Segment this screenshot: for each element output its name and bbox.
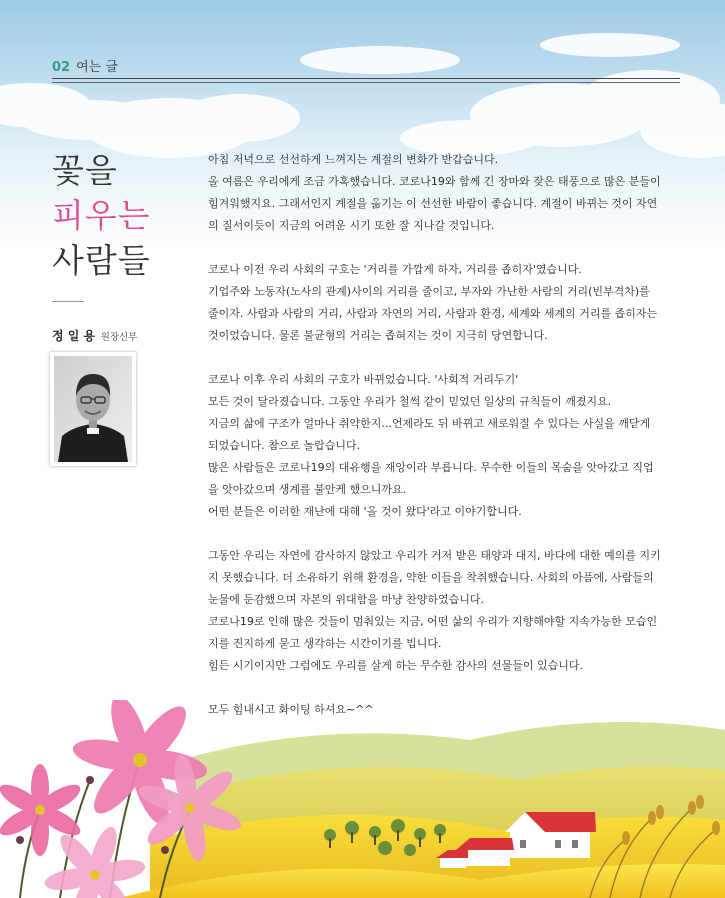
paragraph-4-line-4: 코로나19로 인해 많은 것들이 멈춰있는 지금, 어떤 삶의 우리가 지향해야할 지속가능한 모습인 <box>208 615 658 628</box>
paragraph-1-line-3: 힘겨워했지요. 그래서인지 계절을 옮기는 이 선선한 바람이 좋습니다. 계절이 바뀌는 것이 자연 <box>208 197 658 210</box>
paragraph-3-line-6: 을 앗아갔으며 생계를 불안케 했으니까요. <box>208 483 407 496</box>
article-body <box>208 149 673 721</box>
title-line-2: 피우는 <box>52 196 151 235</box>
section-header <box>52 56 118 75</box>
paragraph-1-line-1: 아침 저녁으로 선선하게 느껴지는 계절의 변화가 반갑습니다. <box>208 153 499 166</box>
paragraph-3-line-4: 되었습니다. 참으로 놀랍습니다. <box>208 439 361 452</box>
paragraph-3-line-1: 코로나 이후 우리 사회의 구호가 바뀌었습니다. '사회적 거리두기' <box>208 373 519 386</box>
section-title: 여는 글 <box>76 60 118 75</box>
header-rule <box>52 78 680 79</box>
title-divider <box>52 301 84 302</box>
author-photo <box>50 352 136 466</box>
title-line-1: 꽃을 <box>52 151 118 190</box>
priest-portrait-icon <box>54 356 132 462</box>
paragraph-4-line-3: 눈물에 둔감했으며 자본의 위대함을 마냥 찬양하였습니다. <box>208 593 485 606</box>
paragraph-3-line-7: 어떤 분들은 이러한 재난에 대해 '올 것이 왔다'라고 이야기합니다. <box>208 505 522 518</box>
author-name: 정 일 용 <box>52 329 96 343</box>
paragraph-4-line-2: 지 못했습니다. 더 소유하기 위해 환경을, 약한 이들을 착취했습니다. 사회의 아픔에, 사람들의 <box>208 571 654 584</box>
paragraph-1-line-4: 의 질서이듯이 지금의 어려운 시기 또한 잘 지나갈 것입니다. <box>208 219 495 232</box>
paragraph-2-line-3: 줄이자. 사람과 사람의 거리, 사람과 자연의 거리, 사람과 환경, 세계와 세계의 거리를 좁히자는 <box>208 307 658 320</box>
section-number: 02 <box>52 60 71 75</box>
article-title <box>52 148 151 283</box>
paragraph-4-line-6: 힘든 시기이지만 그럼에도 우리를 살게 하는 무수한 감사의 선물들이 있습니다. <box>208 659 583 672</box>
paragraph-1-line-2: 올 여름은 우리에게 조금 가혹했습니다. 코로나19와 함께 긴 장마와 잦은 태풍으로 많은 분들이 <box>208 175 661 188</box>
paragraph-5-line-1: 모두 힘내시고 화이팅 하셔요~^^ <box>208 703 374 716</box>
header-rule-thin <box>52 82 680 83</box>
paragraph-2-line-2: 기업주와 노동자(노사의 관계)사이의 거리를 줄이고, 부자와 가난한 사람의 거리(빈부격차)를 <box>208 285 650 298</box>
paragraph-3-line-2: 모든 것이 달라졌습니다. 그동안 우리가 철썩 같이 믿었던 일상의 규칙들이 깨졌지요. <box>208 395 612 408</box>
author-byline <box>52 327 137 344</box>
paragraph-3-line-3: 지금의 삶에 구조가 얼마나 취약한지...언제라도 뒤 바뀌고 새로워질 수 있다는 사실을 깨닫게 <box>208 417 651 430</box>
paragraph-2-line-4: 것이었습니다. 물론 불균형의 거리는 좁혀지는 것이 지극히 당연합니다. <box>208 329 548 342</box>
paragraph-3-line-5: 많은 사람들은 코로나19의 대유행을 재앙이라 부릅니다. 무수한 이들의 목숨을 앗아갔고 직업 <box>208 461 654 474</box>
paragraph-2-line-1: 코로나 이전 우리 사회의 구호는 '거리를 가깝게 하자, 거리를 좁히자'였습니다. <box>208 263 582 276</box>
title-line-3: 사람들 <box>52 241 151 280</box>
author-role: 원장신부 <box>100 332 138 343</box>
paragraph-4-line-5: 지를 진지하게 묻고 생각하는 시간이기를 빕니다. <box>208 637 442 650</box>
cosmos-flower-field-illustration <box>0 700 725 898</box>
paragraph-4-line-1: 그동안 우리는 자연에 감사하지 않았고 우리가 거저 받은 태양과 대지, 바다에 대한 예의를 지키 <box>208 549 661 562</box>
